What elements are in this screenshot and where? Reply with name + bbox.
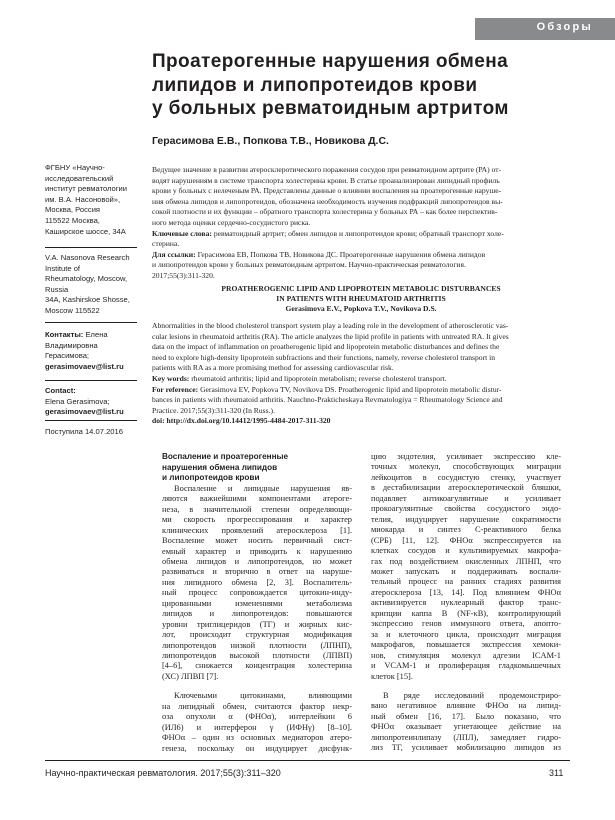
keywords-text: ревматоидный артрит; обмен липидов и липопротеидов крови; обратный транспорт холе- [213,228,504,238]
title-en-line: IN PATIENTS WITH RHEUMATOID ARTHRITIS [276,294,446,303]
citation-ru [152,250,570,261]
text-line: ный процесс сопровождается цитокин-инду- [162,588,352,598]
text-line: Ключевыми цитокинами, влияющими [174,691,352,701]
body-column-right [371,452,561,754]
citation-label: For reference: [152,384,199,394]
sidebar-divider [45,380,137,381]
citation-text: bances in patients with rheumatoid arthritis. Nauchno-Prakticheskaya Revmatologiya = Rheumatology Science and [152,395,503,405]
section-heading: и липопротеидов крови [162,473,260,483]
text-line: активизируется нуклеарный фактор транс- [371,598,561,608]
text-line: ми скорость прогрессирования и характер [162,515,352,525]
affiliation-line: Москва, Россия [45,205,101,215]
affiliation-line: Institute of [45,263,81,273]
text-line: нов, стимуляция молекул адгезии ICAM-1 [371,650,561,660]
contact-email[interactable]: gerasimovaev@list.ru [45,361,124,371]
text-line: генеза, поскольку он индуцирует дисфунк- [162,743,352,753]
affiliation-line: ФГБНУ «Научно- [45,163,105,172]
text-line: на липидный обмен, считаются фактор некр- [162,701,352,711]
abstract-line: data on the impact of inflammation on proatherogenic lipid and lipoprotein metabolic disturbances and defines the [152,342,500,352]
text-line: развиваться и вторично в ответ на наруше- [162,567,352,577]
article-title [152,50,572,121]
text-line: липопротеидов высокой плотности (ЛПВП) [162,651,352,661]
keywords-ru [152,229,570,240]
text-line: лейкоцитов в сосудистую стенку, участвует [371,472,561,482]
title-line: Проатерогенные нарушения обмена [152,51,509,72]
text-line: уровни триглицеридов (ТГ) и жирных кис- [162,619,352,629]
abstract-line: Abnormalities in the blood cholesterol transport system play a leading role in the development of atherosclerotic vas- [152,321,509,330]
abstract-line: ного метода оценки сердечно-сосудистого риска. [152,217,311,227]
text-line: может запускать и поддерживать воспали- [371,566,561,576]
keywords-text: rheumatoid arthritis; lipid and lipoprotein metabolism; reverse cholesterol transport. [191,373,447,383]
text-line: липопротеинлипазу (ЛПЛ), замедляет гидро- [371,732,561,742]
text-line: точных молекул, способствующих миграции [371,462,561,472]
doi-link[interactable]: doi: http://dx.doi.org/10.14412/1995-4484-2017-311-320 [152,416,331,426]
text-line: Воспаление и липидные нарушения яв- [174,483,352,493]
body-column-left [162,452,352,754]
text-line: экспрессию генов иммунного ответа, апопто- [371,619,561,629]
title-line: у больных ревматоидным артритом [152,98,509,119]
abstract-line: need to explore high-density lipoprotein subfractions and their functions, namely, reverse cholesterol transport in [152,352,496,362]
text-line: ФНОα – один из основных медиаторов атеро- [162,733,352,743]
text-line: лот, происходит структурная модификация [162,630,352,640]
keywords-label: Ключевые слова: [152,228,212,238]
contact-name-line: Герасимова; [45,351,90,361]
citation-text: Gerasimova EV, Popkova TV, Novikova DS. Proatherogenic lipid and lipoprotein metabolic distur- [200,384,502,394]
contact-name-en: Elena Gerasimova; [45,396,110,406]
text-line: ния липидного обмена [2, 3]. Воспалитель- [162,577,352,587]
sidebar-divider [45,420,137,421]
affiliation-line: Russia [45,284,69,294]
text-line: за и клеточного цикла, происходит миграция [371,629,561,639]
contacts-label: Контакты: [45,330,84,339]
citation-text: Герасимова ЕВ, Попкова ТВ, Новикова ДС. Проатерогенные нарушения обмена липидов [197,249,486,259]
contact-email-en[interactable]: gerasimovaev@list.ru [45,407,124,417]
text-line: [4–6], снижается концентрация холестерина [162,661,352,671]
keywords-text: стерина. [152,239,180,249]
citation-label: Для ссылки: [152,249,196,259]
text-line: лиз ТГ, усиливает мобилизацию липидов из [371,743,561,753]
text-line: Воспаление может носить первичный сист- [162,536,352,546]
citation-text: и липопротеидов крови у больных ревматоидным артритом. Научно-практическая ревматология. [152,260,466,270]
affiliation-line: Rheumatology, Moscow, [45,274,128,284]
abstract-line: Ведущее значение в развитии атеросклеротического поражения сосудов при ревматоидном артрите (РА) от- [152,165,502,174]
affiliation-ru [45,163,137,237]
abstract-line: водят нарушениям в системе транспорта холестерина крови. В статье проанализирован липидный профиль [152,175,500,185]
text-line: липидов и липопротеидов: повышаются [162,609,352,619]
title-line: липидов и липопротеидов крови [152,74,478,96]
affiliation-en [45,253,137,317]
text-line: крипции каппа B (NF-κB), контролирующий [371,608,561,618]
abstract-line: сокой плотности и их функции – обратного транспорта холестерина у больных РА – как более перспектив- [152,207,498,217]
contacts-ru [45,330,137,372]
page-number: 311 [549,768,564,778]
text-line: (ХС) ЛПВП [7]. [162,671,219,681]
text-line: миокарда и синтез С-реактивного белка [371,525,561,535]
citation-text: 2017;55(3):311-320. [152,270,215,280]
text-line: в дестабилизации атеросклеротической бляшки, [371,483,561,493]
text-line: цированными изменениями метаболизма [162,598,352,608]
section-band [475,18,615,40]
affiliation-line: Moscow 115522 [45,305,100,315]
contact-name-line: Владимировна [45,340,98,350]
authors: Герасимова Е.В., Попкова Т.В., Новикова Д.С. [152,135,389,147]
affiliation-line: Каширское шоссе, 34А [45,226,126,236]
affiliation-line: институт ревматологии [45,184,128,194]
abstract-line: patients with RA as a more promising method for assessing cardiovascular risk. [152,363,394,373]
contact-name-line: Елена [85,330,108,339]
section-heading: Воспаление и проатерогенные [162,452,289,461]
received-text: Поступила 14.07.2016 [45,427,123,436]
contact-label-en: Contact: [45,386,76,395]
text-line: вано негативное влияние ФНОα на липид- [371,701,561,711]
received-date [45,427,137,438]
section-heading: нарушения обмена липидов [162,462,278,472]
keywords-en [152,374,570,385]
text-line: (ИЛ6) и интерферон γ (ИФНγ) [8–10]. [162,722,352,732]
text-line: клетках сосудов и культивируемых макрофа- [371,546,561,556]
text-line: телия, индуцирует нарушение сократимости [371,514,561,524]
text-line: подавляет антикоагулянтные и усиливает [371,493,561,503]
text-line: емный характер и приводить к нарушению [162,546,352,556]
text-line: тельный процесс на ранних стадиях развития [371,577,561,587]
text-line: неза, в значительной степени определяющи- [162,504,352,514]
text-line: ный обмен [16, 17]. Было показано, что [371,711,561,721]
text-line: клинических проявлений атеросклероза [1]. [162,525,352,535]
citation-en [152,385,570,396]
authors-en: Gerasimova E.V., Popkova T.V., Novikova D.S. [285,304,437,313]
section-label: Обзоры [536,21,593,33]
footer-divider [45,760,570,761]
abstract-line: cular lesions in rheumatoid arthritis (RA). The article analyzes the lipid profile in patients with untreated RA. It gives [152,331,509,341]
text-line: макрофагов, повышается экспрессия хемоки- [371,640,561,650]
text-line: обмена липидов и липопротеидов, но может [162,556,352,566]
affiliation-line: 115522 Москва, [45,215,100,225]
title-en-line: PROATHEROGENIC LIPID AND LIPOPROTEIN METABOLIC DISTURBANCES [221,284,501,293]
text-line: атеросклероза [13, 14]. Под влиянием ФНОα [371,587,561,597]
text-line: клеток [15]. [371,671,413,681]
text-line: В ряде исследований продемонстриро- [383,690,561,700]
affiliation-line: 34A, Kashirskoe Shosse, [45,295,130,305]
title-en [152,284,570,314]
text-line: цию эндотелия, усиливает экспрессию кле- [371,452,561,461]
abstract-en [152,321,570,427]
text-line: (СРБ) [11, 12]. ФНОα экспрессируется на [371,535,561,545]
text-line: ляются важнейшими компонентами атероге- [162,494,352,504]
abstract-line: ния обмена липидов и липопротеидов, обозначена необходимость изучения подфракций липопротеидов вы- [152,196,503,206]
affiliation-line: исследовательский [45,173,114,183]
keywords-label: Key words: [152,373,190,383]
affiliation-line: им. В.А. Насоновой», [45,194,121,204]
affiliation-line: V.A. Nasonova Research [45,253,130,262]
text-line: ФНОα оказывает угнетающее действие на [371,722,561,732]
footer-journal: Научно-практическая ревматология. 2017;55(3):311–320 [45,768,281,778]
text-line: гах под воздействием окисленных ЛПНП, что [371,556,561,566]
citation-text: Practice. 2017;55(3):311-320 (In Russ.). [152,405,275,415]
text-line: и VCAM-1 и пролиферация гладкомышечных [371,661,561,671]
text-line: оза опухоли α (ФНОα), интерлейкин 6 [162,712,352,722]
abstract-ru [152,165,570,282]
abstract-line: крови у больных с нелеченым РА. Представлены данные о влиянии воспаления на проатерогенные наруше- [152,186,502,196]
sidebar-divider [45,247,137,248]
contacts-en [45,386,137,418]
sidebar-divider [45,322,137,323]
text-line: прокоагулянтные свойства сосудистого эндо- [371,504,561,514]
text-line: липопротеидов низкой плотности (ЛПНП), [162,640,352,650]
